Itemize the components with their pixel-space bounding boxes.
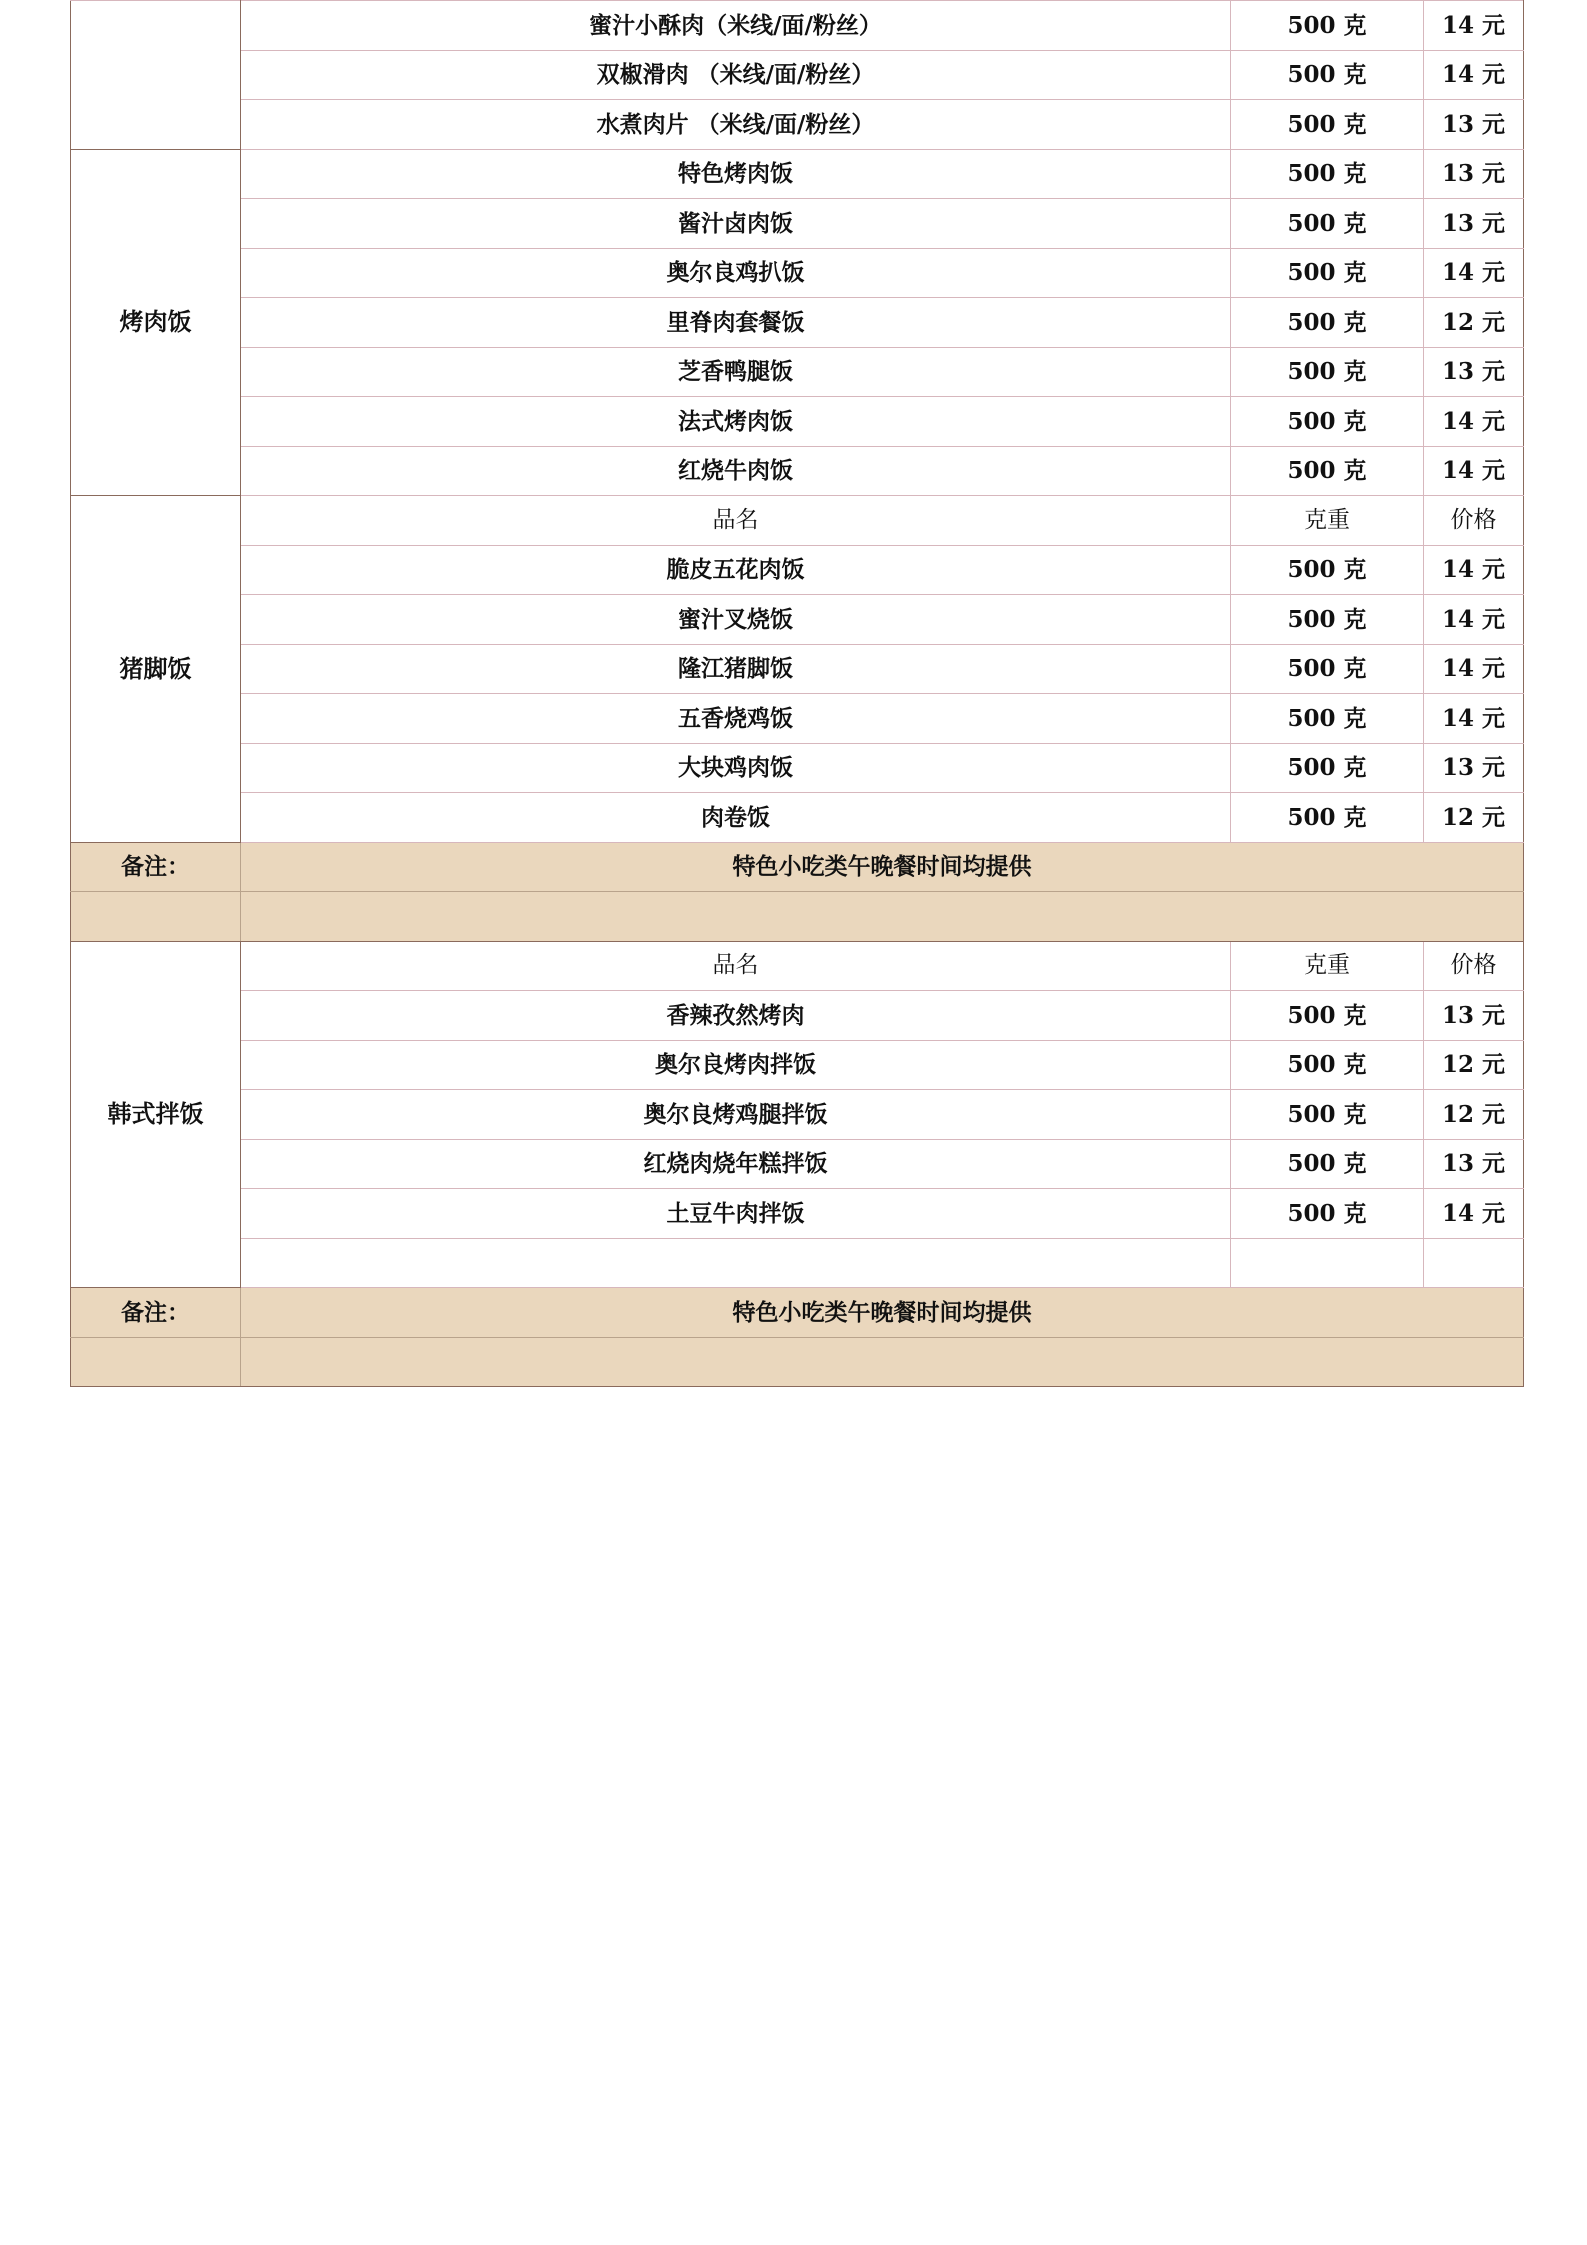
table-row (71, 100, 1524, 150)
item-name: 脆皮五花肉饭 (241, 545, 1231, 595)
table-row (71, 694, 1524, 744)
item-weight: 500 克 (1231, 1090, 1424, 1140)
empty-cell (241, 1238, 1231, 1288)
item-weight: 500 克 (1231, 644, 1424, 694)
note-blank-cell (71, 892, 241, 942)
item-price: 14 元 (1424, 595, 1524, 645)
item-name: 土豆牛肉拌饭 (241, 1189, 1231, 1239)
table-row-empty (71, 1238, 1524, 1288)
item-name: 隆江猪脚饭 (241, 644, 1231, 694)
note-blank-row (71, 1337, 1524, 1387)
item-weight: 500 克 (1231, 149, 1424, 199)
item-weight: 500 克 (1231, 446, 1424, 496)
item-weight: 500 克 (1231, 793, 1424, 843)
table-row (71, 199, 1524, 249)
table-row (71, 991, 1524, 1041)
table-row (71, 347, 1524, 397)
item-name: 奥尔良烤鸡腿拌饭 (241, 1090, 1231, 1140)
table-row (71, 50, 1524, 100)
item-price: 12 元 (1424, 1090, 1524, 1140)
note-blank-cell (71, 1337, 241, 1387)
category-cell (71, 1, 241, 150)
empty-cell (1424, 1238, 1524, 1288)
table-row (71, 1090, 1524, 1140)
table-row (71, 595, 1524, 645)
item-name: 蜜汁叉烧饭 (241, 595, 1231, 645)
table-row (71, 743, 1524, 793)
category-cell: 猪脚饭 (71, 496, 241, 843)
note-row (71, 1288, 1524, 1338)
table-row (71, 644, 1524, 694)
item-name: 红烧牛肉饭 (241, 446, 1231, 496)
item-name: 五香烧鸡饭 (241, 694, 1231, 744)
item-name: 法式烤肉饭 (241, 397, 1231, 447)
item-weight: 500 克 (1231, 1139, 1424, 1189)
item-weight: 500 克 (1231, 50, 1424, 100)
item-weight: 500 克 (1231, 694, 1424, 744)
table-header-row (71, 941, 1524, 991)
item-price: 14 元 (1424, 694, 1524, 744)
column-header-weight: 克重 (1231, 941, 1424, 991)
table-row (71, 1, 1524, 51)
category-cell: 韩式拌饭 (71, 941, 241, 1288)
column-header-name: 品名 (241, 941, 1231, 991)
item-price: 13 元 (1424, 149, 1524, 199)
item-weight: 500 克 (1231, 743, 1424, 793)
item-price: 14 元 (1424, 50, 1524, 100)
note-text: 特色小吃类午晚餐时间均提供 (241, 842, 1524, 892)
item-price: 12 元 (1424, 793, 1524, 843)
item-weight: 500 克 (1231, 595, 1424, 645)
item-weight: 500 克 (1231, 397, 1424, 447)
table-row (71, 793, 1524, 843)
item-weight: 500 克 (1231, 100, 1424, 150)
item-weight: 500 克 (1231, 248, 1424, 298)
item-price: 13 元 (1424, 1139, 1524, 1189)
table-row (71, 446, 1524, 496)
item-price: 13 元 (1424, 100, 1524, 150)
item-price: 13 元 (1424, 991, 1524, 1041)
item-price: 14 元 (1424, 248, 1524, 298)
item-weight: 500 克 (1231, 298, 1424, 348)
note-row (71, 842, 1524, 892)
item-price: 14 元 (1424, 1, 1524, 51)
table-row (71, 149, 1524, 199)
item-name: 蜜汁小酥肉（米线/面/粉丝） (241, 1, 1231, 51)
note-text: 特色小吃类午晚餐时间均提供 (241, 1288, 1524, 1338)
item-weight: 500 克 (1231, 1040, 1424, 1090)
note-blank-cell (241, 892, 1524, 942)
table-header-row (71, 496, 1524, 546)
item-weight: 500 克 (1231, 199, 1424, 249)
menu-table (70, 0, 1524, 1387)
column-header-price: 价格 (1424, 941, 1524, 991)
item-price: 14 元 (1424, 397, 1524, 447)
item-price: 13 元 (1424, 743, 1524, 793)
empty-cell (1231, 1238, 1424, 1288)
item-weight: 500 克 (1231, 545, 1424, 595)
item-price: 14 元 (1424, 446, 1524, 496)
table-row (71, 397, 1524, 447)
item-weight: 500 克 (1231, 347, 1424, 397)
item-weight: 500 克 (1231, 1189, 1424, 1239)
item-weight: 500 克 (1231, 991, 1424, 1041)
column-header-price: 价格 (1424, 496, 1524, 546)
note-blank-row (71, 892, 1524, 942)
note-label: 备注： (71, 1288, 241, 1338)
note-label: 备注： (71, 842, 241, 892)
note-blank-cell (241, 1337, 1524, 1387)
table-row (71, 545, 1524, 595)
item-name: 芝香鸭腿饭 (241, 347, 1231, 397)
item-price: 14 元 (1424, 644, 1524, 694)
item-name: 里脊肉套餐饭 (241, 298, 1231, 348)
table-row (71, 248, 1524, 298)
item-name: 红烧肉烧年糕拌饭 (241, 1139, 1231, 1189)
item-price: 13 元 (1424, 199, 1524, 249)
item-weight: 500 克 (1231, 1, 1424, 51)
item-name: 大块鸡肉饭 (241, 743, 1231, 793)
table-row (71, 1040, 1524, 1090)
item-name: 香辣孜然烤肉 (241, 991, 1231, 1041)
item-price: 12 元 (1424, 1040, 1524, 1090)
item-price: 14 元 (1424, 1189, 1524, 1239)
item-name: 奥尔良鸡扒饭 (241, 248, 1231, 298)
column-header-name: 品名 (241, 496, 1231, 546)
category-cell: 烤肉饭 (71, 149, 241, 496)
item-name: 酱汁卤肉饭 (241, 199, 1231, 249)
table-row (71, 1189, 1524, 1239)
item-name: 特色烤肉饭 (241, 149, 1231, 199)
item-price: 12 元 (1424, 298, 1524, 348)
item-name: 奥尔良烤肉拌饭 (241, 1040, 1231, 1090)
item-price: 14 元 (1424, 545, 1524, 595)
table-row (71, 1139, 1524, 1189)
item-name: 水煮肉片 （米线/面/粉丝） (241, 100, 1231, 150)
item-name: 肉卷饭 (241, 793, 1231, 843)
table-row (71, 298, 1524, 348)
item-price: 13 元 (1424, 347, 1524, 397)
column-header-weight: 克重 (1231, 496, 1424, 546)
item-name: 双椒滑肉 （米线/面/粉丝） (241, 50, 1231, 100)
